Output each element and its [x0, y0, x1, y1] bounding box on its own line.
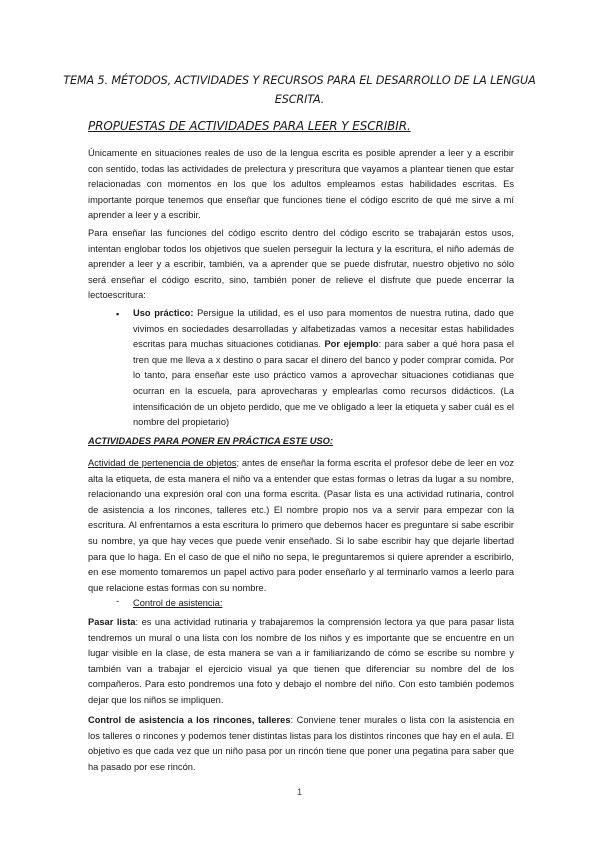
page-title: TEMA 5. MÉTODOS, ACTIVIDADES Y RECURSOS PARA EL DESARROLLO DE LA LENGUA ESCRITA. [63, 74, 536, 106]
section-subtitle: PROPUESTAS DE ACTIVIDADES PARA LEER Y ESCRIBIR. [88, 119, 411, 133]
bullet-icon: ▪ [116, 309, 120, 319]
page-number: 1 [296, 787, 303, 798]
bullet-practical-use [133, 306, 514, 431]
corners-attendance-text: : Conviene tener murales o lista con la asistencia en los talleres o rincones y podemos tener distintas listas para los distintos rincones que hay en el aula. El objetivo es que cada vez que un niño pasa por un rincón tiene que poner una pegatina para saber que ha pasado por ese rincón. [88, 715, 515, 772]
belonging-activity-paragraph [88, 456, 514, 596]
intro-paragraph: Únicamente en situaciones reales de uso de la lengua escrita es posible aprender a leer y a escribir con sentido, todas las actividades de prelectura y prescritura que vayamos a plantear tienen que estar relacionadas con momentos en los que los adultos empleamos estas habilidades escritas. Es importante porque tenemos que enseñar que funciones tiene el código escrito de qué me sirve a mí aprender a leer y a escribir. [88, 148, 514, 221]
corners-attendance-paragraph [88, 713, 514, 775]
activities-heading: ACTIVIDADES PARA PONER EN PRÁCTICA ESTE USO: [88, 436, 334, 446]
bullet-text-b: : para saber a qué hora pasa el tren que me lleva a x destino o para sacar el dinero del banco y poder comprar comida. Por lo tanto, para enseñar este uso práctico vamos a aprovechar situaciones cotidianas que ocurran en la escuela, para aprovecharas y emplearlas como recursos didácticos. (La intensificación de un objeto perdido, que me ve obligado a leer la etiqueta y saber cuál es el nombre del propietario) [133, 339, 514, 428]
roll-call-paragraph [88, 615, 514, 709]
belonging-activity-text: ; antes de enseñar la forma escrita el profesor debe de leer en voz alta la etiqueta, de esta manera el niño va a entender que estas formas o letras da lugar a su nombre, relacionando una expresión oral con una forma escrita. (Pasar lista es una actividad rutinaria, control de asistencia a los rincones, talleres etc.) El nombre propio nos va a servir para empezar con la escritura. Al enfrentarnos a esta escritura lo primero que debemos hacer es preguntare si sabe escribir su nombre, ya que hay veces que puede venir enseñado. Si lo sabe escribir hay que dejarle libertad para que lo haga. En el caso de que el niño no sepa, le preguntaremos si quiere aprender a escribirlo, en ese momento tomaremos un papel activo para poder enseñarlo y al terminarlo vamos a leerlo para que relacione estas formas con su nombre. [88, 458, 514, 593]
roll-call-label: Pasar lista [88, 617, 136, 627]
attendance-heading: Control de asistencia: [133, 598, 223, 608]
bullet-label: Uso práctico: [133, 308, 194, 318]
belonging-activity-label: Actividad de pertenencia de objetos [88, 458, 237, 468]
functions-paragraph: Para enseñar las funciones del código escrito dentro del código escrito se trabajarán estos usos, intentan englobar todos los objetivos que suelen perseguir la lectura y la escritura, el niño además de aprender a leer y a escribir, también, va a aprender que se puede disfrutar, nuestro objetivo no sólo será enseñar el código escrito, sino, también poner de relieve el disfrute que puede encerrar la lectoescritura: [88, 228, 514, 301]
bullet-text-a: Persigue la utilidad, es el uso para momentos de nuestra rutina, dado que vivimos en sociedades desarrolladas y alfabetizadas vamos a necesitar estas habilidades escritas para muchas situaciones cotidianas. [133, 308, 514, 350]
roll-call-text: : es una actividad rutinaria y trabajaremos la comprensión lectora ya que para pasar lista tendremos un mural o una lista con los nombre de los niños y es importante que se encuentre en un lugar visible en la clase, de esta manera se van a ir familiarizando de cómo se escribe su nombre y también van a trabajar el ejercicio visual ya que tienen que diferenciar su nombre del de los compañeros. Para esto pondremos una foto y debajo el nombre del niño. Con esto también podemos dejar que los niños se impliquen. [88, 617, 514, 705]
corners-attendance-label: Control de asistencia a los rincones, talleres [88, 715, 291, 725]
dash-bullet: - [116, 596, 120, 606]
bullet-example-label: Por ejemplo [324, 339, 379, 350]
